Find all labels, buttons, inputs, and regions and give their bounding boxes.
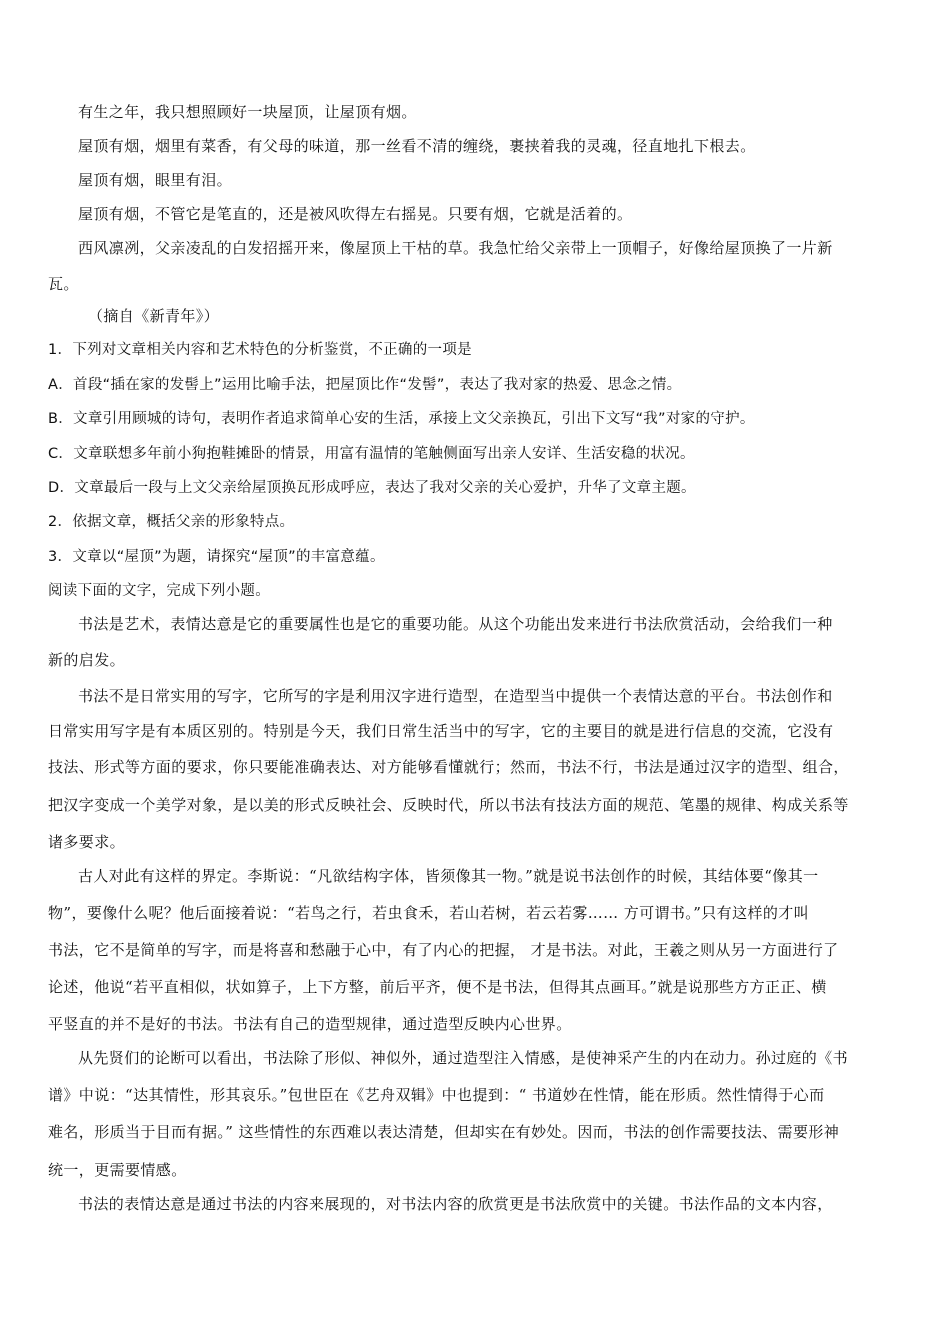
passage-line: 统一，更需要情感。: [48, 1161, 187, 1179]
passage-line: 难名，形质当于目而有据。” 这些情性的东西难以表达清楚，但却实在有妙处。因而，书法的创作需要技法、需要形神: [48, 1123, 840, 1141]
essay-paragraph-continuation: 瓦。: [48, 275, 79, 293]
passage-line: 诸多要求。: [48, 833, 126, 851]
passage-line: 书法是艺术，表情达意是它的重要属性也是它的重要功能。从这个功能出发来进行书法欣赏活动，会给我们一种: [78, 615, 833, 633]
passage-line: 物”，要像什么呢？他后面接着说：“若鸟之行，若虫食禾，若山若树，若云若雾…… 方可谓书。”只有这样的才叫: [48, 904, 810, 922]
essay-paragraph: 屋顶有烟，眼里有泪。: [78, 171, 233, 189]
passage-line: 书法，它不是简单的写字，而是将喜和愁融于心中，有了内心的把握， 才是书法。对此，王羲之则从另一方面进行了: [48, 941, 839, 959]
passage-line: 谱》中说：“达其情性，形其哀乐。”包世臣在《艺舟双辑》中也提到：“ 书道妙在性情，能在形质。然性情得于心而: [48, 1086, 825, 1104]
question-1-option-b: B．文章引用顾城的诗句，表明作者追求简单心安的生活，承接上文父亲换瓦，引出下文写“我”对家的守护。: [48, 411, 755, 427]
passage-line: 论述，他说“若平直相似，状如算子，上下方整，前后平齐，便不是书法，但得其点画耳。”就是说那些方方正正、横: [48, 978, 827, 996]
passage-line: 日常实用写字是有本质区别的。特别是今天，我们日常生活当中的写字，它的主要目的就是进行信息的交流，它没有: [48, 722, 834, 740]
passage-line: 把汉字变成一个美学对象，是以美的形式反映社会、反映时代，所以书法有技法方面的规范、笔墨的规律、构成关系等: [48, 796, 849, 814]
question-2: 2．依据文章，概括父亲的形象特点。: [48, 514, 295, 530]
question-3: 3．文章以“屋顶”为题，请探究“屋顶”的丰富意蕴。: [48, 549, 385, 565]
question-1-option-a: A．首段“插在家的发髻上”运用比喻手法，把屋顶比作“发髻”，表达了我对家的热爱、思念之情。: [48, 377, 682, 393]
passage-line: 书法的表情达意是通过书法的内容来展现的，对书法内容的欣赏更是书法欣赏中的关键。书法作品的文本内容，: [78, 1195, 833, 1213]
passage-line: 技法、形式等方面的要求，你只要能准确表达、对方能够看懂就行；然而，书法不行，书法是通过汉字的造型、组合，: [48, 758, 849, 776]
passage-line: 从先贤们的论断可以看出，书法除了形似、神似外，通过造型注入情感，是使神采产生的内在动力。孙过庭的《书: [78, 1049, 849, 1067]
passage-line: 平竖直的并不是好的书法。书法有自己的造型规律，通过造型反映内心世界。: [48, 1015, 572, 1033]
essay-paragraph: 有生之年，我只想照顾好一块屋顶，让屋顶有烟。: [78, 103, 417, 121]
question-1-option-c: C．文章联想多年前小狗抱鞋摊卧的情景，用富有温情的笔触侧面写出亲人安详、生活安稳的状况。: [48, 446, 695, 462]
essay-source: （摘自《新青年》）: [88, 307, 220, 325]
question-1: 1．下列对文章相关内容和艺术特色的分析鉴赏，不正确的一项是: [48, 342, 472, 358]
passage-line: 书法不是日常实用的写字，它所写的字是利用汉字进行造型，在造型当中提供一个表情达意的平台。书法创作和: [78, 687, 833, 705]
essay-paragraph: 西风凛冽，父亲凌乱的白发招摇开来，像屋顶上干枯的草。我急忙给父亲带上一顶帽子，好像给屋顶换了一片新: [78, 239, 833, 257]
essay-paragraph: 屋顶有烟，不管它是笔直的，还是被风吹得左右摇晃。只要有烟，它就是活着的。: [78, 205, 633, 223]
essay-paragraph: 屋顶有烟，烟里有菜香，有父母的味道，那一丝看不清的缠绕，裹挟着我的灵魂，径直地扎下根去。: [78, 137, 756, 155]
passage-line: 新的启发。: [48, 651, 126, 669]
reading-intro: 阅读下面的文字，完成下列小题。: [48, 583, 270, 599]
passage-line: 古人对此有这样的界定。李斯说：“凡欲结构字体，皆须像其一物。”就是说书法创作的时候，其结体要“像其一: [78, 867, 819, 885]
question-1-option-d: D．文章最后一段与上文父亲给屋顶换瓦形成呼应，表达了我对父亲的关心爱护，升华了文章主题。: [48, 480, 696, 496]
